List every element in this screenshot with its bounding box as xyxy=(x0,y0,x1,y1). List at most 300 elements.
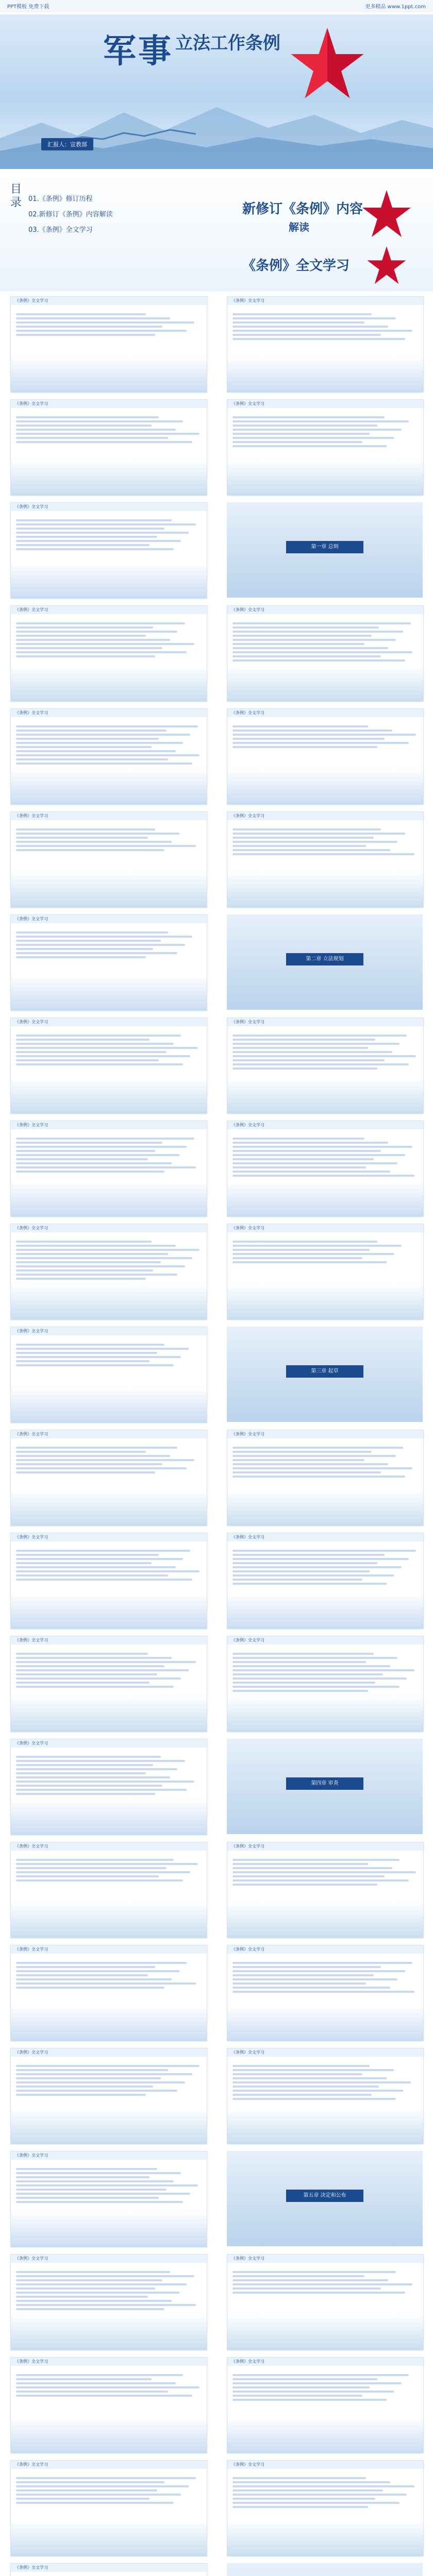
text-line xyxy=(16,2180,174,2182)
slide-body-text xyxy=(16,2063,202,2098)
content-slide[interactable] xyxy=(227,1121,424,1217)
text-line xyxy=(16,1669,189,1671)
content-slide[interactable] xyxy=(10,296,207,393)
content-slide[interactable] xyxy=(10,1739,207,1835)
content-slide[interactable] xyxy=(227,1842,424,1938)
slide-sky-decoration xyxy=(11,1799,207,1835)
text-line xyxy=(232,1455,396,1457)
content-slide[interactable] xyxy=(227,2254,424,2350)
text-line xyxy=(232,2077,387,2079)
text-line xyxy=(16,631,177,633)
slide-sky-decoration xyxy=(11,1696,207,1732)
toc-right-heading-2: 《条例》全文学习 xyxy=(242,258,350,274)
text-line xyxy=(16,837,148,839)
slide-body-text xyxy=(16,620,202,659)
content-slide[interactable] xyxy=(227,296,424,393)
slide-header-label: 《条例》全文学习 xyxy=(231,2256,264,2261)
text-line xyxy=(16,2176,149,2178)
text-line xyxy=(232,1665,390,1667)
text-line xyxy=(16,1257,192,1259)
text-line xyxy=(16,655,155,657)
text-line xyxy=(16,1875,159,1877)
slide-header-label: 《条例》全文学习 xyxy=(231,1020,264,1024)
section-title: 第五章 决定和公布 xyxy=(286,2190,363,2202)
text-line xyxy=(232,1150,381,1152)
text-line xyxy=(232,1677,407,1680)
text-line xyxy=(232,2489,383,2492)
text-line xyxy=(232,1467,412,1469)
content-slide[interactable] xyxy=(10,1945,207,2041)
text-line xyxy=(16,2090,177,2092)
slide-header-label: 《条例》全文学习 xyxy=(15,2565,48,2570)
top-right-tag[interactable]: 更多精品 www.1ppt.com xyxy=(365,4,426,10)
slide-body-text xyxy=(232,2269,418,2296)
section-title: 第二章 立法规划 xyxy=(286,953,363,965)
slide-header xyxy=(11,297,207,305)
content-slide[interactable] xyxy=(227,1224,424,1320)
slide-header xyxy=(11,2461,207,2469)
text-line xyxy=(232,2287,381,2290)
text-line xyxy=(16,956,146,958)
content-slide[interactable] xyxy=(10,1842,207,1938)
content-slide[interactable] xyxy=(10,708,207,805)
slide-header xyxy=(11,812,207,820)
slide-sky-decoration xyxy=(227,2005,423,2041)
text-line xyxy=(16,1265,185,1267)
text-line xyxy=(16,1677,181,1680)
text-line xyxy=(232,635,372,637)
content-slide[interactable] xyxy=(10,2460,207,2556)
mountain-background xyxy=(0,92,433,169)
text-line xyxy=(232,2378,377,2380)
text-line xyxy=(232,1175,414,1177)
text-line xyxy=(16,1455,170,1457)
slide-header-label: 《条例》全文学习 xyxy=(15,2153,48,2158)
slide-header xyxy=(11,1121,207,1129)
text-line xyxy=(16,437,168,439)
text-line xyxy=(232,1974,374,1976)
text-line xyxy=(232,2086,379,2088)
text-line xyxy=(232,1859,399,1861)
content-slide[interactable] xyxy=(10,1533,207,1629)
text-line xyxy=(16,2201,183,2203)
content-slide[interactable] xyxy=(227,2048,424,2144)
text-line xyxy=(16,647,162,649)
text-line xyxy=(232,2399,387,2401)
text-line xyxy=(232,631,403,633)
slide-header-label: 《条例》全文学习 xyxy=(15,1020,48,1024)
text-line xyxy=(232,742,409,744)
content-slide[interactable] xyxy=(227,708,424,805)
text-line xyxy=(232,1253,394,1255)
text-line xyxy=(232,2069,394,2071)
text-line xyxy=(232,2485,414,2487)
text-line xyxy=(232,1550,416,1552)
text-line xyxy=(232,1035,407,1037)
slide-header-label: 《条例》全文学习 xyxy=(15,2256,48,2261)
slide-sky-decoration xyxy=(227,1077,423,1113)
toc-right-heading-1: 新修订《条例》内容 xyxy=(242,201,363,217)
slide-header-label: 《条例》全文学习 xyxy=(15,1329,48,1333)
text-line xyxy=(232,1574,394,1577)
text-line xyxy=(16,2283,187,2285)
text-line xyxy=(16,1364,174,1366)
text-line xyxy=(232,746,377,748)
slide-sky-decoration xyxy=(227,459,423,495)
slide-header xyxy=(227,1018,423,1026)
content-slide[interactable] xyxy=(227,2357,424,2453)
text-line xyxy=(16,532,189,534)
text-line xyxy=(232,1146,412,1148)
text-line xyxy=(232,437,394,439)
slide-header xyxy=(227,1636,423,1645)
slide-header-label: 《条例》全文学习 xyxy=(231,401,264,406)
toc-star-icon-2 xyxy=(366,245,407,286)
slide-header-label: 《条例》全文学习 xyxy=(231,2050,264,2055)
content-slide[interactable] xyxy=(10,1636,207,1732)
slide-header-label: 《条例》全文学习 xyxy=(15,2462,48,2467)
slide-body-text xyxy=(16,1651,202,1690)
text-line xyxy=(232,420,409,422)
text-line xyxy=(16,833,179,835)
slide-header-label: 《条例》全文学习 xyxy=(15,1741,48,1745)
slide-sky-decoration xyxy=(227,2108,423,2144)
toc-slide xyxy=(0,173,433,291)
slide-body-text xyxy=(232,2063,418,2102)
slide-body-text xyxy=(16,1857,202,1884)
slide-body-text xyxy=(16,1960,202,1991)
text-line xyxy=(16,622,185,624)
slide-header xyxy=(227,297,423,305)
text-line xyxy=(16,1051,166,1053)
content-slide[interactable] xyxy=(10,2048,207,2144)
slide-body-text xyxy=(232,1239,418,1265)
content-slide[interactable] xyxy=(227,811,424,908)
slide-body-text xyxy=(232,2475,418,2510)
content-slide[interactable] xyxy=(227,1533,424,1629)
content-slide[interactable] xyxy=(227,2460,424,2556)
slide-header-label: 《条例》全文学习 xyxy=(15,1947,48,1952)
text-line xyxy=(16,2077,161,2079)
text-line xyxy=(16,2279,162,2281)
text-line xyxy=(16,944,185,946)
text-line xyxy=(16,416,159,418)
text-line xyxy=(16,1269,153,1272)
text-line xyxy=(232,1653,374,1655)
text-line xyxy=(16,1867,166,1869)
content-slide[interactable] xyxy=(227,605,424,702)
text-line xyxy=(232,2090,403,2092)
content-slide[interactable] xyxy=(10,1018,207,1114)
slide-sky-decoration xyxy=(11,2314,207,2350)
text-line xyxy=(16,1760,185,1762)
text-line xyxy=(232,626,379,629)
text-line xyxy=(16,1785,162,1787)
text-line xyxy=(16,2172,181,2174)
section-title: 第四章 审查 xyxy=(286,1777,363,1790)
text-line xyxy=(16,1352,157,1354)
text-line xyxy=(232,730,392,732)
text-line xyxy=(16,1665,164,1667)
text-line xyxy=(16,1768,177,1770)
text-line xyxy=(16,2378,152,2380)
text-line xyxy=(232,639,396,641)
slide-header-label: 《条例》全文学习 xyxy=(231,2462,264,2467)
slide-body-text xyxy=(16,1548,202,1583)
content-slide[interactable] xyxy=(10,1121,207,1217)
text-line xyxy=(16,750,176,752)
text-line xyxy=(232,1043,399,1045)
content-slide[interactable] xyxy=(10,399,207,496)
text-line xyxy=(16,1982,196,1985)
text-line xyxy=(16,1447,177,1449)
slide-body-text xyxy=(16,1239,202,1282)
slide-sky-decoration xyxy=(11,2005,207,2041)
slide-body-text xyxy=(16,517,202,552)
content-slide[interactable] xyxy=(10,1224,207,1320)
slide-header-label: 《条例》全文学习 xyxy=(15,710,48,715)
text-line xyxy=(232,2292,405,2294)
text-line xyxy=(16,1138,194,1140)
text-line xyxy=(232,1171,390,1173)
text-line xyxy=(16,2065,199,2067)
slide-header-label: 《条例》全文学习 xyxy=(231,1844,264,1849)
slide-header xyxy=(11,1018,207,1026)
toc-item-3[interactable]: 03.《条例》全文学习 xyxy=(28,226,93,234)
content-slide[interactable] xyxy=(227,1018,424,1114)
slide-header-label: 《条例》全文学习 xyxy=(15,2359,48,2364)
text-line xyxy=(232,1554,385,1556)
text-line xyxy=(232,2494,407,2496)
text-line xyxy=(16,2086,153,2088)
slide-body-text xyxy=(232,1136,418,1179)
text-line xyxy=(16,2395,192,2397)
slide-header xyxy=(227,1842,423,1851)
text-line xyxy=(232,647,388,649)
text-line xyxy=(232,1690,368,1692)
text-line xyxy=(232,1471,381,1473)
slide-header-label: 《条例》全文学习 xyxy=(15,814,48,818)
content-slide[interactable] xyxy=(10,2254,207,2350)
toc-right-heading-1b: 解读 xyxy=(289,221,309,233)
slide-header xyxy=(227,400,423,408)
slide-header xyxy=(11,503,207,511)
slide-header xyxy=(227,2048,423,2057)
text-line xyxy=(232,622,411,624)
slide-sky-decoration xyxy=(11,974,207,1010)
text-line xyxy=(16,1974,148,1976)
text-line xyxy=(16,841,172,843)
slide-header xyxy=(11,1224,207,1232)
slide-sky-decoration xyxy=(227,2417,423,2453)
slide-header-label: 《条例》全文学习 xyxy=(231,1123,264,1127)
text-line xyxy=(16,1962,187,1964)
text-line xyxy=(232,1142,388,1144)
content-slide[interactable] xyxy=(10,2151,207,2247)
text-line xyxy=(232,1447,403,1449)
text-line xyxy=(16,2197,159,2199)
text-line xyxy=(16,1966,155,1968)
text-line xyxy=(16,1756,161,1758)
content-slide[interactable] xyxy=(10,2357,207,2453)
text-line xyxy=(232,2498,375,2500)
text-line xyxy=(16,1579,192,1581)
slide-sky-decoration xyxy=(11,2520,207,2556)
text-line xyxy=(16,940,161,942)
text-line xyxy=(232,659,405,662)
text-line xyxy=(232,2506,368,2508)
text-line xyxy=(232,1451,372,1453)
text-line xyxy=(232,1991,414,1993)
slide-sky-decoration xyxy=(11,1077,207,1113)
top-left-tag[interactable]: PPT模板 免费下载 xyxy=(7,4,49,10)
text-line xyxy=(16,1793,155,1795)
text-line xyxy=(16,1471,155,1473)
slide-body-text xyxy=(232,723,418,750)
text-line xyxy=(16,828,155,831)
content-slide[interactable] xyxy=(227,1430,424,1526)
text-line xyxy=(232,2275,364,2277)
text-line xyxy=(232,1970,405,1972)
text-line xyxy=(16,746,152,748)
text-line xyxy=(232,321,364,324)
slide-header-label: 《条例》全文学习 xyxy=(15,1432,48,1436)
content-slide[interactable] xyxy=(10,605,207,702)
toc-item-1[interactable]: 01.《条例》修订历程 xyxy=(28,195,93,203)
slide-body-text xyxy=(16,2372,202,2399)
slide-header-label: 《条例》全文学习 xyxy=(15,1226,48,1230)
text-line xyxy=(16,441,192,443)
text-line xyxy=(16,1241,152,1243)
text-line xyxy=(16,742,183,744)
slide-header-label: 《条例》全文学习 xyxy=(15,401,48,406)
content-slide[interactable] xyxy=(10,914,207,1011)
text-line xyxy=(16,1554,159,1556)
slide-body-text xyxy=(16,1032,202,1067)
text-line xyxy=(16,1158,148,1160)
content-slide[interactable] xyxy=(10,502,207,599)
text-line xyxy=(16,1063,183,1065)
text-line xyxy=(16,758,168,760)
text-line xyxy=(232,2481,390,2483)
text-line xyxy=(16,2073,192,2075)
text-line xyxy=(232,1863,368,1865)
text-line xyxy=(16,725,198,727)
slide-sky-decoration xyxy=(227,2520,423,2556)
text-line xyxy=(16,420,183,422)
text-line xyxy=(232,1059,385,1061)
text-line xyxy=(16,2386,199,2388)
text-line xyxy=(232,1047,368,1049)
content-slide[interactable] xyxy=(10,1430,207,1526)
text-line xyxy=(16,433,199,435)
section-divider-slide[interactable] xyxy=(227,2151,423,2246)
text-line xyxy=(232,1987,390,1989)
slide-header xyxy=(227,2461,423,2469)
text-line xyxy=(232,1962,412,1964)
text-line xyxy=(232,2283,412,2285)
text-line xyxy=(16,1661,196,1663)
text-line xyxy=(16,2069,168,2071)
text-line xyxy=(232,2094,372,2096)
content-slide[interactable] xyxy=(227,1636,424,1732)
text-line xyxy=(16,326,162,328)
slide-header xyxy=(11,1945,207,1954)
slide-header xyxy=(227,2255,423,2263)
slide-header xyxy=(11,1430,207,1438)
text-line xyxy=(16,1171,164,1173)
text-line xyxy=(232,338,405,340)
text-line xyxy=(232,445,387,447)
content-slide[interactable] xyxy=(227,1945,424,2041)
slide-sky-decoration xyxy=(11,2211,207,2247)
text-line xyxy=(232,1039,375,1041)
text-line xyxy=(232,853,414,855)
text-line xyxy=(232,2395,362,2397)
text-line xyxy=(16,2485,189,2487)
section-divider-slide[interactable] xyxy=(227,502,423,598)
text-line xyxy=(16,330,187,332)
slide-sky-decoration xyxy=(11,1386,207,1422)
slide-body-text xyxy=(232,1548,418,1587)
toc-star-icon xyxy=(361,188,412,240)
text-line xyxy=(16,1162,172,1164)
text-line xyxy=(16,1859,174,1861)
section-divider-slide[interactable] xyxy=(227,1327,423,1422)
text-line xyxy=(232,2279,388,2281)
content-slide[interactable] xyxy=(10,2563,207,2576)
text-line xyxy=(232,1241,377,1243)
slide-sky-decoration xyxy=(11,1592,207,1629)
text-line xyxy=(232,1579,362,1581)
slide-header-label: 《条例》全文学习 xyxy=(15,1844,48,1849)
text-line xyxy=(232,1879,409,1882)
slide-body-text xyxy=(16,2475,202,2506)
text-line xyxy=(16,1451,146,1453)
slide-header-label: 《条例》全文学习 xyxy=(15,607,48,612)
slide-body-text xyxy=(16,2166,202,2205)
slide-sky-decoration xyxy=(11,1489,207,1526)
text-line xyxy=(16,762,192,765)
text-line xyxy=(232,1570,370,1572)
text-line xyxy=(232,1673,383,1675)
text-line xyxy=(16,429,176,431)
content-slide[interactable] xyxy=(10,811,207,908)
text-line xyxy=(16,1059,159,1061)
text-line xyxy=(232,2386,370,2388)
text-line xyxy=(16,1789,187,1791)
slide-header xyxy=(227,606,423,614)
slide-sky-decoration xyxy=(227,2314,423,2350)
text-line xyxy=(16,313,146,315)
slide-header xyxy=(11,2048,207,2057)
content-slide[interactable] xyxy=(10,1327,207,1423)
text-line xyxy=(232,425,377,427)
slide-header-label: 《条例》全文学习 xyxy=(231,607,264,612)
toc-item-2[interactable]: 02.新修订《条例》内容解读 xyxy=(28,211,113,218)
text-line xyxy=(232,1463,388,1465)
content-slide[interactable] xyxy=(227,399,424,496)
section-divider-slide[interactable] xyxy=(227,914,423,1010)
text-line xyxy=(16,1863,198,1865)
text-line xyxy=(16,523,196,526)
section-divider-slide[interactable] xyxy=(227,2563,423,2576)
text-line xyxy=(16,1574,168,1577)
slide-header xyxy=(227,1224,423,1232)
section-divider-slide[interactable] xyxy=(227,1739,423,1834)
text-line xyxy=(16,528,164,530)
slide-body-text xyxy=(232,311,418,342)
